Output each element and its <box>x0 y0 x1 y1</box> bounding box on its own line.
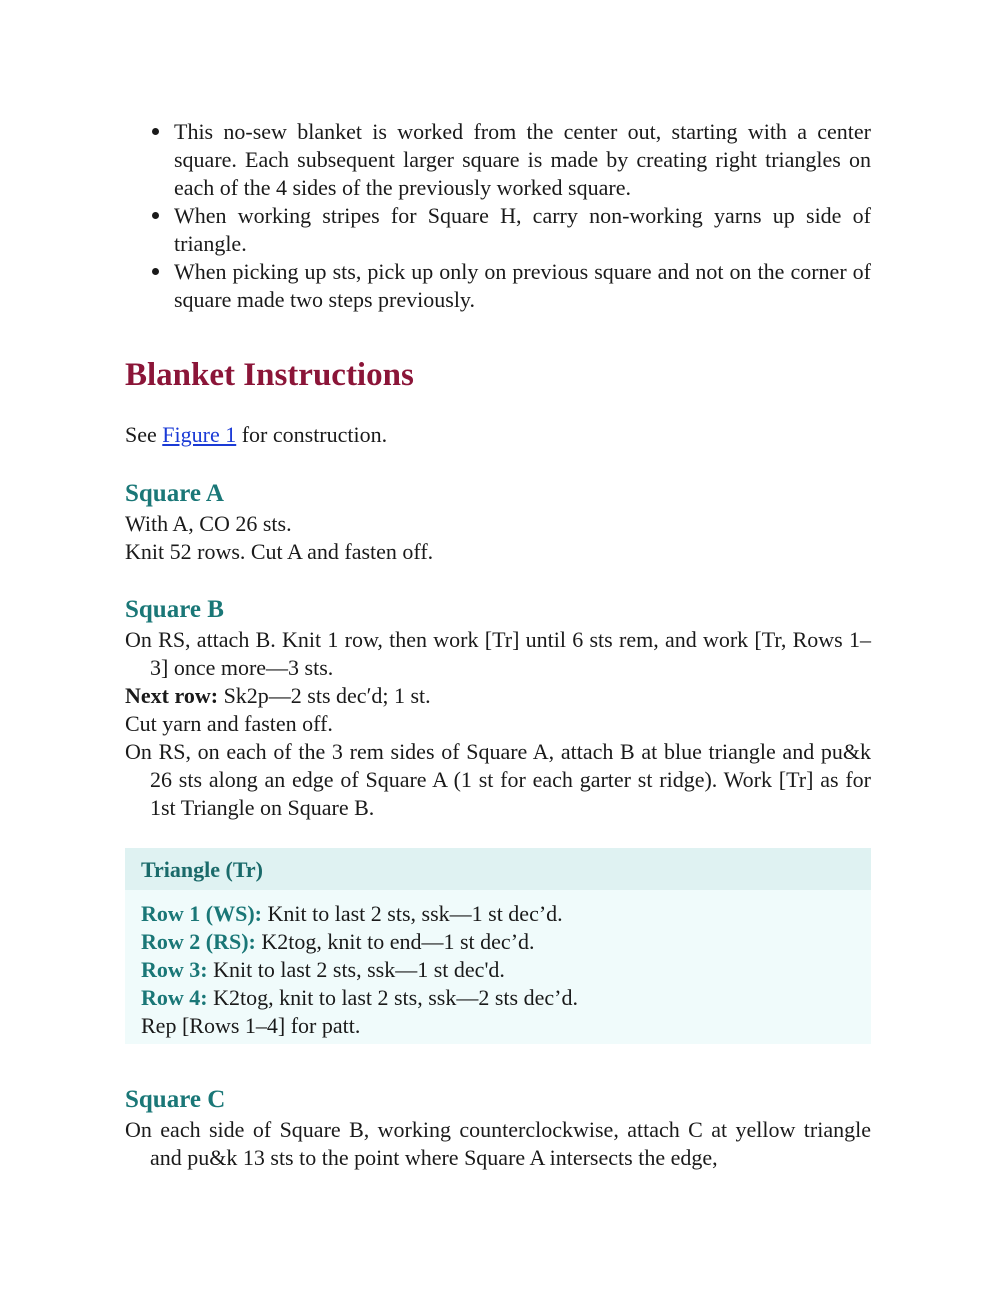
square-b-body <box>125 626 871 822</box>
row-text: K2tog, knit to end—1 st dec’d. <box>255 929 535 954</box>
pattern-row <box>141 984 855 1012</box>
row-text: Knit to last 2 sts, ssk—1 st dec'd. <box>207 957 505 982</box>
square-a-body <box>125 510 871 566</box>
notes-list <box>125 118 871 314</box>
intro-text-after: for construction. <box>236 422 388 447</box>
row-label: Row 2 (RS): <box>141 929 256 954</box>
bullet-icon <box>152 212 159 219</box>
list-item <box>125 202 871 258</box>
row-label: Row 1 (WS): <box>141 901 262 926</box>
pattern-row <box>141 900 855 928</box>
square-c-line-1: On each side of Square B, working counterclockwise, attach C at yellow triangle and pu&k 13 sts to the point where Square A intersects the edge, <box>125 1117 871 1170</box>
square-c-heading: Square C <box>125 1086 226 1113</box>
bullet-text: When working stripes for Square H, carry non-working yarns up side of triangle. <box>174 203 871 256</box>
repeat-line: Rep [Rows 1–4] for patt. <box>141 1013 361 1038</box>
square-b-line-3: Cut yarn and fasten off. <box>125 711 333 736</box>
square-a-line: Knit 52 rows. Cut A and fasten off. <box>125 539 434 564</box>
triangle-box-title: Triangle (Tr) <box>125 848 871 890</box>
square-b-heading: Square B <box>125 596 224 623</box>
bullet-icon <box>152 268 159 275</box>
intro-text-before: See <box>125 422 163 447</box>
row-text: K2tog, knit to last 2 sts, ssk—2 sts dec’d. <box>207 985 578 1010</box>
square-b-line-4: On RS, on each of the 3 rem sides of Square A, attach B at blue triangle and pu&k 26 sts along an edge of Square A (1 st for each garter st ridge). Work [Tr] as for 1st Triangle on Square B. <box>125 739 871 820</box>
bullet-text: When picking up sts, pick up only on previous square and not on the corner of square made two steps previously. <box>174 259 871 312</box>
row-label: Row 3: <box>141 957 208 982</box>
row-label: Row 4: <box>141 985 208 1010</box>
pattern-row <box>141 956 855 984</box>
list-item <box>125 118 871 202</box>
square-b-line-1: On RS, attach B. Knit 1 row, then work [Tr] until 6 sts rem, and work [Tr, Rows 1–3] once more—3 sts. <box>125 627 871 680</box>
square-a-heading: Square A <box>125 480 224 507</box>
next-row-label: Next row: <box>125 683 219 708</box>
bullet-text: This no-sew blanket is worked from the center out, starting with a center square. Each subsequent larger square is made by creating right triangles on each of the 4 sides of the previously worked square. <box>174 119 871 200</box>
row-text: Knit to last 2 sts, ssk—1 st dec’d. <box>262 901 563 926</box>
intro-paragraph <box>125 421 871 449</box>
section-heading: Blanket Instructions <box>125 357 414 393</box>
square-c-body <box>125 1116 871 1172</box>
square-a-line: With A, CO 26 sts. <box>125 511 292 536</box>
figure-link[interactable]: Figure 1 <box>162 422 237 447</box>
bullet-icon <box>152 128 159 135</box>
next-row-line <box>125 682 871 710</box>
triangle-box-body <box>125 890 871 1040</box>
triangle-box <box>125 848 871 1044</box>
next-row-text: Sk2p—2 sts decʹd; 1 st. <box>218 683 431 708</box>
pattern-row <box>141 928 855 956</box>
list-item <box>125 258 871 314</box>
